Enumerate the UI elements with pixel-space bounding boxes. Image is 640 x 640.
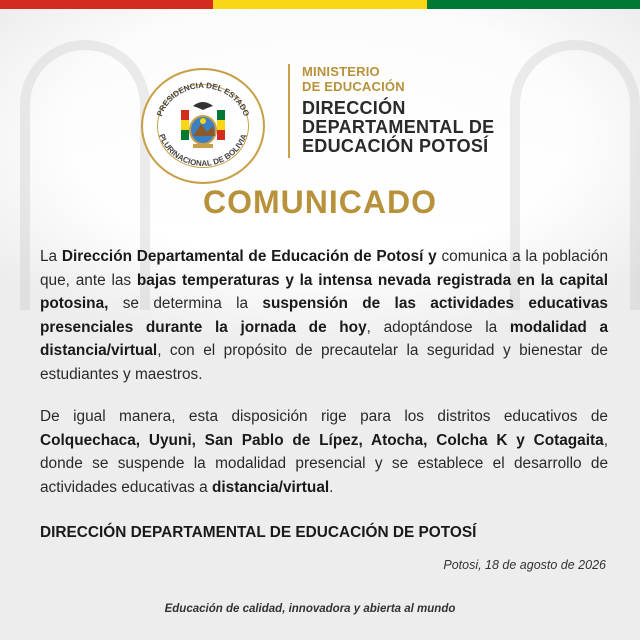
header-divider (288, 64, 290, 158)
flag-stripe (0, 0, 640, 9)
text-run: , donde se suspende la modalidad presencial y se establece el desarrollo de actividades educativas a (40, 431, 608, 496)
bold-run: bajas temperaturas y la intensa nevada registrada en la capital potosina, (40, 271, 608, 313)
bold-run: modalidad a distancia/virtual (40, 318, 609, 360)
direccion-line-3: EDUCACIÓN POTOSÍ (302, 136, 489, 156)
paragraph-1 (40, 245, 608, 387)
coat-of-arms-bolivia-icon (143, 70, 263, 182)
bold-run: Colquechaca, Uyuni, San Pablo de Lípez, Atocha, Colcha K y Cotagaita (40, 431, 604, 449)
state-seal (141, 68, 265, 184)
seal-top-text: PRESIDENCIA DEL ESTADO (155, 80, 251, 118)
flag-yellow-band (213, 0, 426, 9)
svg-text:PRESIDENCIA DEL ESTADO (155, 81, 251, 118)
direccion-line-1: DIRECCIÓN (302, 98, 406, 118)
text-run: De igual manera, esta disposición rige para los distritos educativos de (40, 408, 608, 425)
text-run: La (40, 248, 62, 265)
flag-red-band (0, 0, 213, 9)
text-run: se determina la (108, 295, 263, 313)
text-run: , con el propósito de precautelar la seguridad y bienestar de estudiantes y maestros. (40, 342, 608, 383)
flag-green-band (427, 0, 640, 9)
signature: DIRECCIÓN DEPARTAMENTAL DE EDUCACIÓN DE POTOSÍ (40, 524, 477, 541)
text-run: , adoptándose la (366, 318, 510, 336)
direccion-line-2: DEPARTAMENTAL DE (302, 117, 495, 137)
ministry-line-2: DE EDUCACIÓN (302, 79, 405, 94)
text-run: . (329, 478, 334, 496)
seal-bottom-text: PLURINACIONAL DE BOLIVIA (157, 132, 249, 169)
page-title: COMUNICADO (203, 184, 437, 220)
ministry-name (302, 64, 502, 94)
paragraph-2 (40, 405, 608, 499)
bold-run: Dirección Departamental de Educación de Potosí y (61, 248, 437, 265)
date-line: Potosi, 18 de agosto de 2026 (443, 558, 606, 572)
bold-run: distancia/virtual (211, 478, 330, 496)
ministry-line-1: MINISTERIO (302, 64, 380, 79)
direccion-name (302, 99, 522, 156)
bold-run: suspensión de las actividades educativas presenciales durante la jornada de hoy (40, 295, 608, 336)
motto: Educación de calidad, innovadora y abierta al mundo (164, 603, 456, 615)
text-run: comunica a la población que, ante las (40, 248, 609, 289)
